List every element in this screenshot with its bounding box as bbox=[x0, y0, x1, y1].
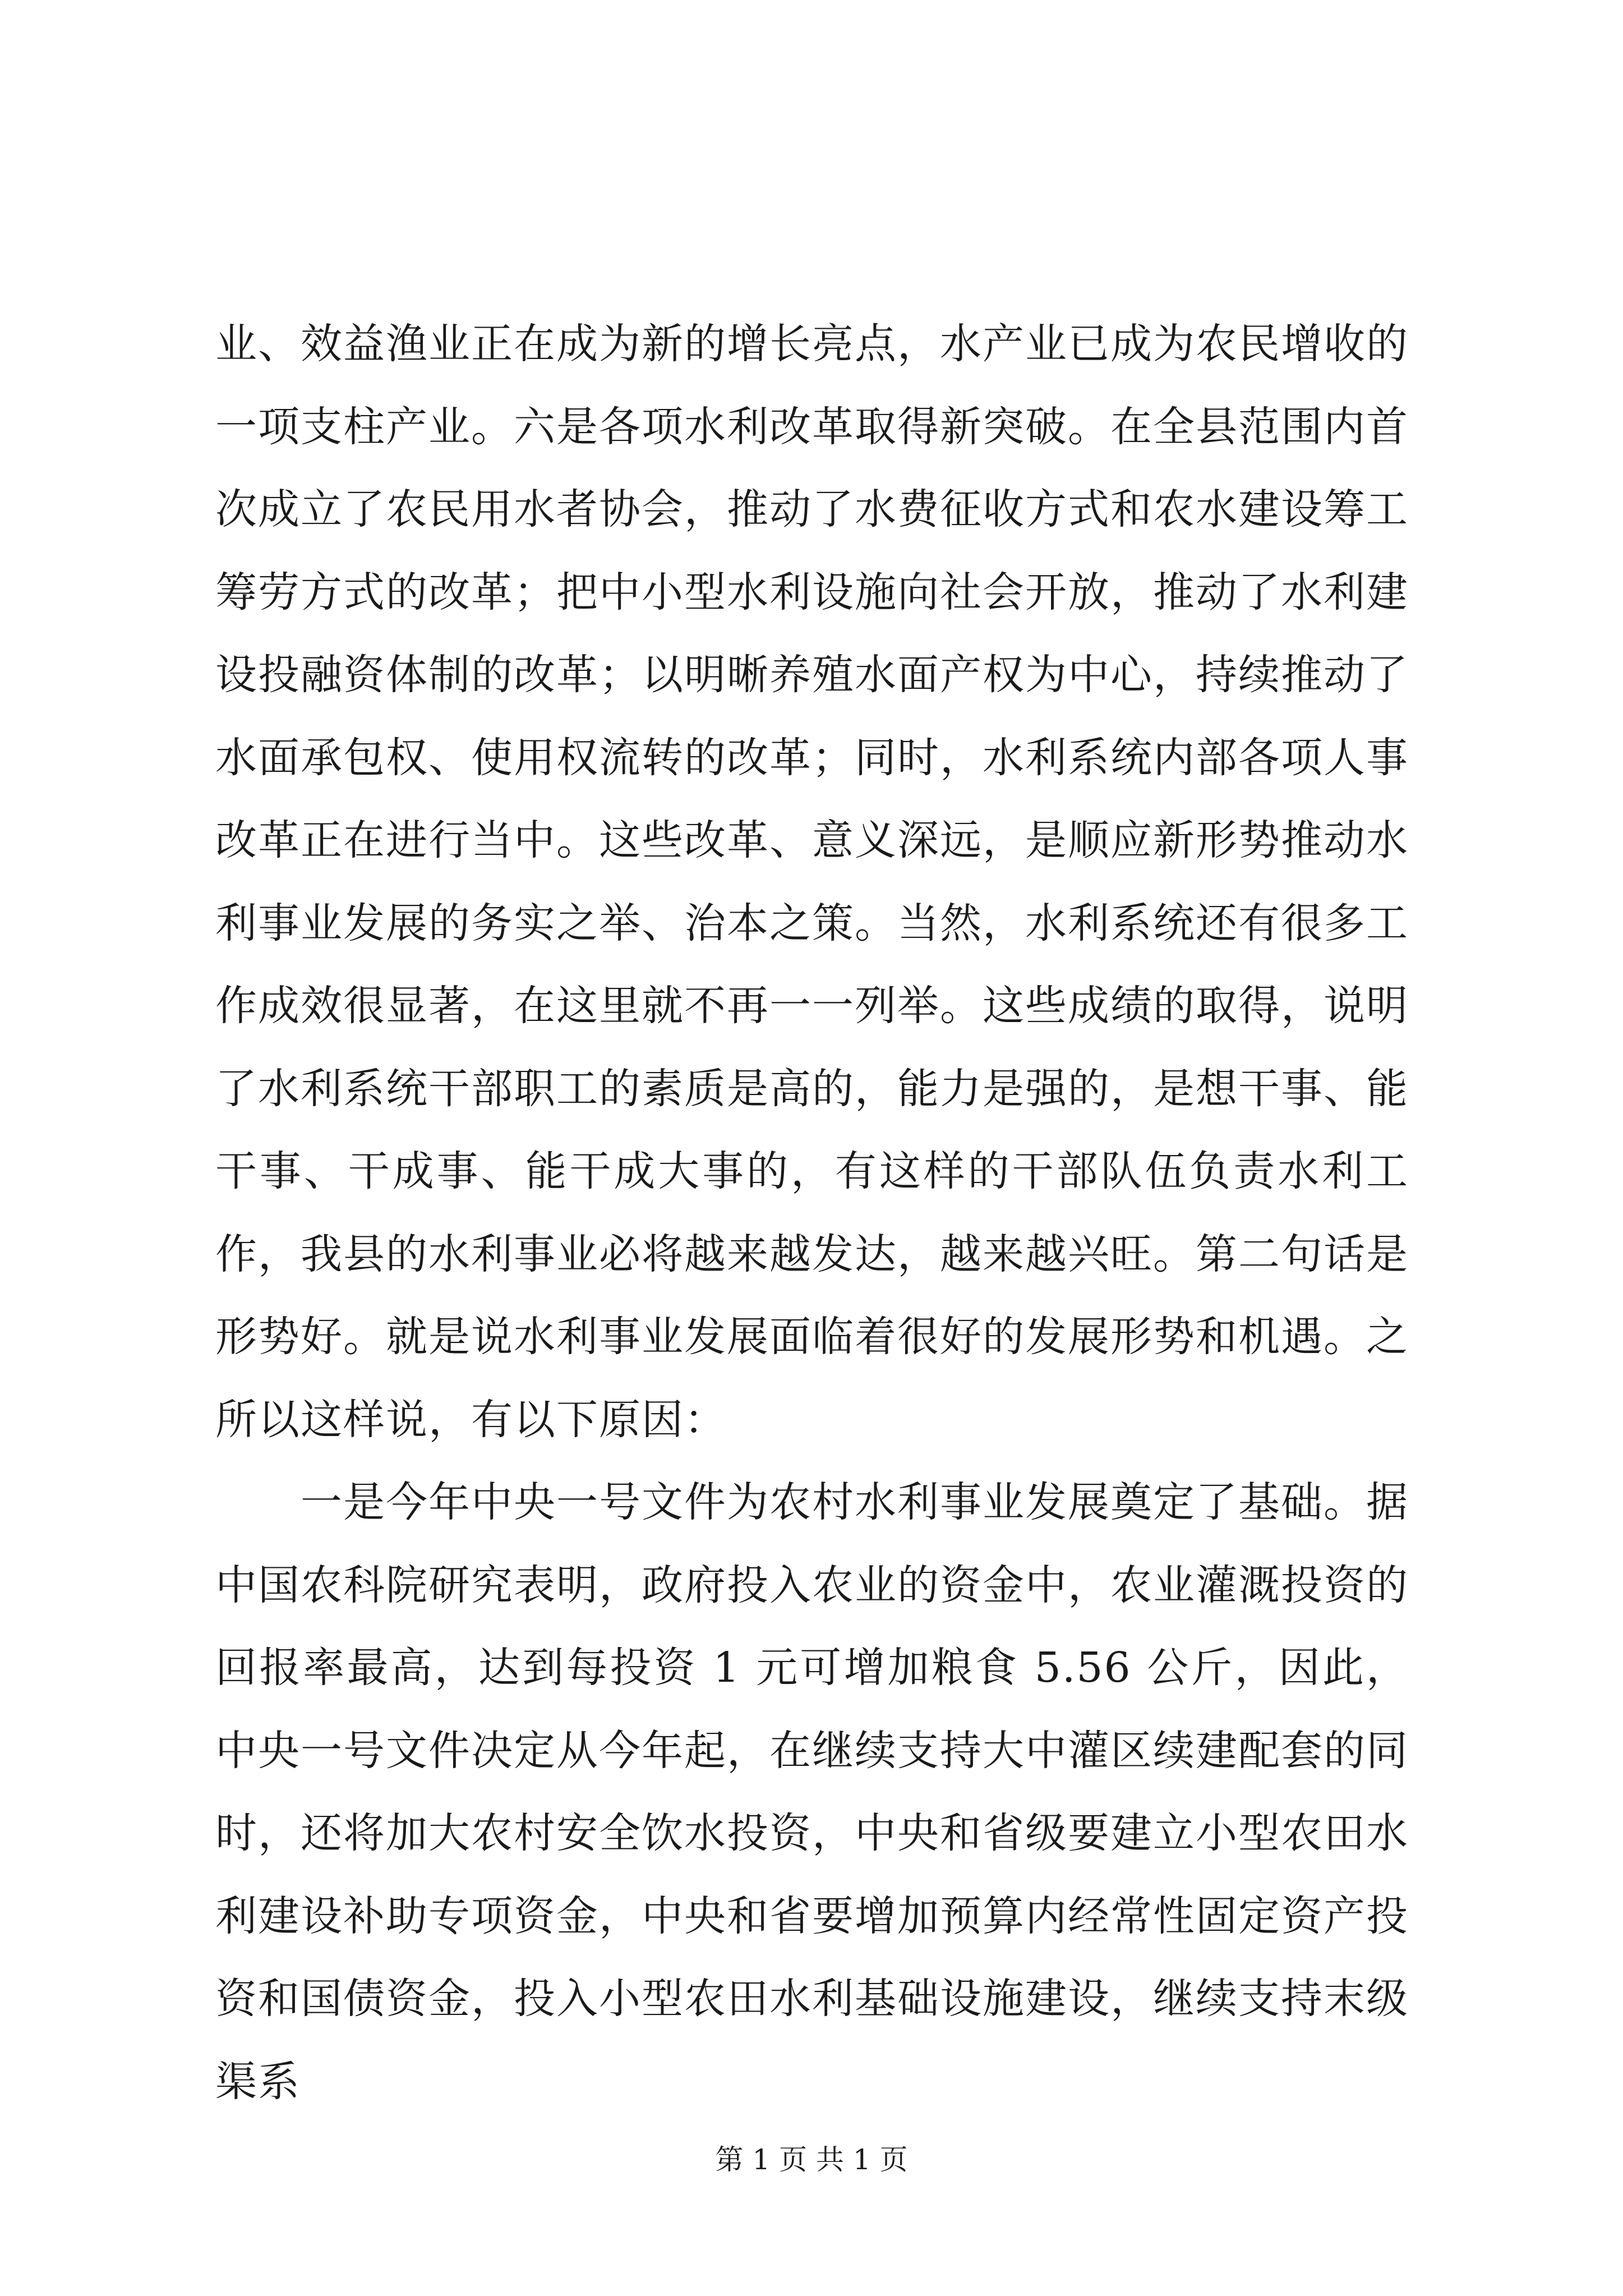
page-footer: 第 1 页 共 1 页 bbox=[715, 2143, 908, 2176]
paragraph-2: 一是今年中央一号文件为农村水利事业发展奠定了基础。据中国农科院研究表明，政府投入农业的资金中，农业灌溉投资的回报率最高，达到每投资 1 元可增加粮食 5.56 公斤，因此，中央一号文件决定从今年起，在继续支持大中灌区续建配套的同时，还将加大农村安全饮水投资，中央和省级要建立小型农田水利建设补助专项资金，中央和省要增加预算内经常性固定资产投资和国债资金，投入小型农田水利基础设施建设，继续支持末级渠系 bbox=[215, 1478, 1409, 2106]
document-body bbox=[215, 303, 1409, 2123]
paragraph-1: 业、效益渔业正在成为新的增长亮点，水产业已成为农民增收的一项支柱产业。六是各项水利改革取得新突破。在全县范围内首次成立了农民用水者协会，推动了水费征收方式和农水建设筹工筹劳方式的改革；把中小型水利设施向社会开放，推动了水利建设投融资体制的改革；以明晰养殖水面产权为中心，持续推动了水面承包权、使用权流转的改革；同时，水利系统内部各项人事改革正在进行当中。这些改革、意义深远，是顺应新形势推动水利事业发展的务实之举、治本之策。当然，水利系统还有很多工作成效很显著，在这里就不再一一列举。这些成绩的取得，说明了水利系统干部职工的素质是高的，能力是强的，是想干事、能干事、干成事、能干成大事的，有这样的干部队伍负责水利工作，我县的水利事业必将越来越发达，越来越兴旺。第二句话是形势好。就是说水利事业发展面临着很好的发展形势和机遇。之所以这样说，有以下原因： bbox=[215, 320, 1409, 1444]
